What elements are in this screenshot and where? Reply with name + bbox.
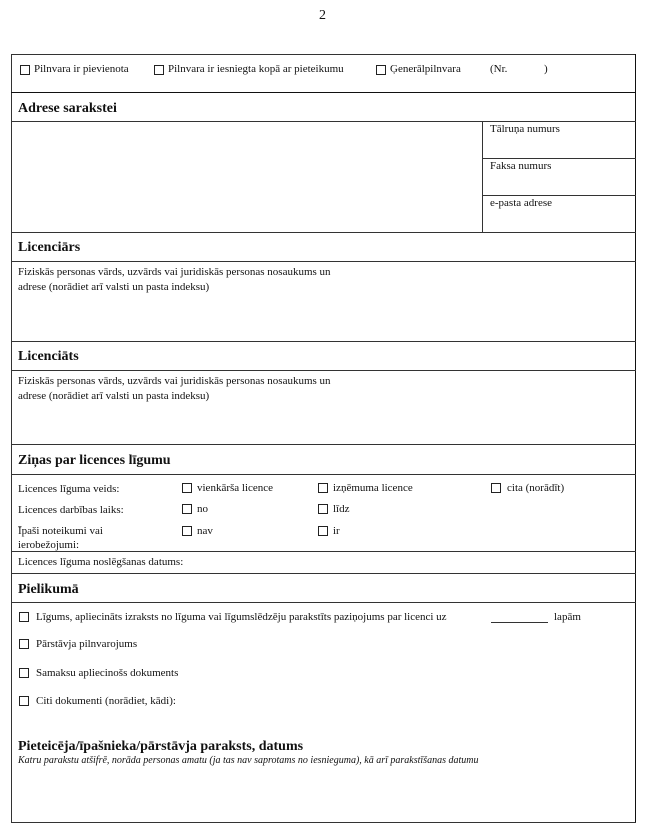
checkbox-attorney-submitted[interactable] (154, 65, 164, 75)
nr-close: ) (544, 63, 548, 75)
divider-licensor-header (11, 261, 636, 262)
fax-label: Faksa numurs (490, 160, 552, 172)
attach-authorization-label: Pārstāvja pilnvarojums (36, 638, 138, 650)
section-title-attachments: Pielikumā (18, 582, 79, 597)
option-general-attorney: Ģenerālpilnvara (390, 63, 461, 75)
divider-contract-date (11, 551, 636, 552)
pages-count-field[interactable] (491, 622, 548, 623)
email-label: e-pasta adrese (490, 197, 552, 209)
signature-field[interactable] (12, 770, 634, 821)
address-field[interactable] (12, 122, 481, 231)
term-from-label: no (197, 503, 208, 515)
term-to-label: līdz (333, 503, 350, 515)
attach-contract-label: Līgums, apliecināts izraksts no līguma vai līgumslēdzēju parakstīts paziņojums par licenci uz (36, 611, 447, 623)
section-title-contract: Ziņas par licences līgumu (18, 453, 171, 468)
other-license-label: cita (norādīt) (507, 482, 565, 494)
divider-licensee-top (11, 341, 636, 342)
divider-contract-top (11, 444, 636, 445)
page-number: 2 (319, 8, 326, 23)
option-attorney-submitted: Pilnvara ir iesniegta kopā ar pieteikumu (168, 63, 344, 75)
signature-note: Katru parakstu atšifrē, norāda personas amatu (ja tas nav saprotams no iesnieguma), kā arī parakstīšanas datumu (18, 755, 479, 766)
section-title-address: Adrese sarakstei (18, 101, 117, 116)
special-terms-label-1: Īpaši noteikumi vai (18, 525, 103, 537)
checkbox-special-none[interactable] (182, 526, 192, 536)
licensee-instruction-2: adrese (norādiet arī valsti un pasta indeksu) (18, 390, 210, 402)
simple-license-label: vienkārša licence (197, 482, 274, 494)
checkbox-attorney-attached[interactable] (20, 65, 30, 75)
licensor-instruction-2: adrese (norādiet arī valsti un pasta indeksu) (18, 281, 210, 293)
special-terms-label-2: ierobežojumi: (18, 539, 80, 551)
exclusive-license-label: izņēmuma licence (333, 482, 413, 494)
licensee-field[interactable] (12, 405, 634, 443)
divider-contract-header (11, 474, 636, 475)
frame-top (11, 54, 636, 55)
checkbox-attach-authorization[interactable] (19, 639, 29, 649)
divider-attachments-top (11, 573, 636, 574)
licensee-instruction-1: Fiziskās personas vārds, uzvārds vai juridiskās personas nosaukums un (18, 375, 331, 387)
divider-address-column (482, 121, 483, 232)
attach-other-label: Citi dokumenti (norādiet, kādi): (36, 695, 176, 707)
checkbox-term-from[interactable] (182, 504, 192, 514)
special-none-label: nav (197, 525, 213, 537)
divider-address-top (11, 92, 636, 93)
checkbox-attach-other[interactable] (19, 696, 29, 706)
contract-type-label: Licences līguma veids: (18, 483, 120, 495)
licensor-field[interactable] (12, 296, 634, 340)
phone-label: Tālruņa numurs (490, 123, 560, 135)
checkbox-general-attorney[interactable] (376, 65, 386, 75)
divider-licensor-top (11, 232, 636, 233)
checkbox-exclusive-license[interactable] (318, 483, 328, 493)
option-attorney-attached: Pilnvara ir pievienota (34, 63, 129, 75)
special-yes-label: ir (333, 525, 340, 537)
frame-bottom (11, 822, 636, 823)
license-term-label: Licences darbības laiks: (18, 504, 124, 516)
checkbox-simple-license[interactable] (182, 483, 192, 493)
checkbox-attach-payment[interactable] (19, 668, 29, 678)
divider-attachments-header (11, 602, 636, 603)
licensor-instruction-1: Fiziskās personas vārds, uzvārds vai juridiskās personas nosaukums un (18, 266, 331, 278)
checkbox-attach-contract[interactable] (19, 612, 29, 622)
pages-suffix: lapām (554, 611, 581, 623)
divider-licensee-header (11, 370, 636, 371)
frame-right (635, 54, 636, 823)
section-title-signature: Pieteicēja/īpašnieka/pārstāvja paraksts, datums (18, 739, 304, 754)
contract-date-label: Licences līguma noslēgšanas datums: (18, 556, 184, 568)
section-title-licensor: Licenciārs (18, 240, 81, 255)
checkbox-other-license[interactable] (491, 483, 501, 493)
nr-label: (Nr. (490, 63, 508, 75)
checkbox-term-to[interactable] (318, 504, 328, 514)
attach-payment-label: Samaksu apliecinošs dokuments (36, 667, 179, 679)
section-title-licensee: Licenciāts (18, 349, 79, 364)
checkbox-special-yes[interactable] (318, 526, 328, 536)
